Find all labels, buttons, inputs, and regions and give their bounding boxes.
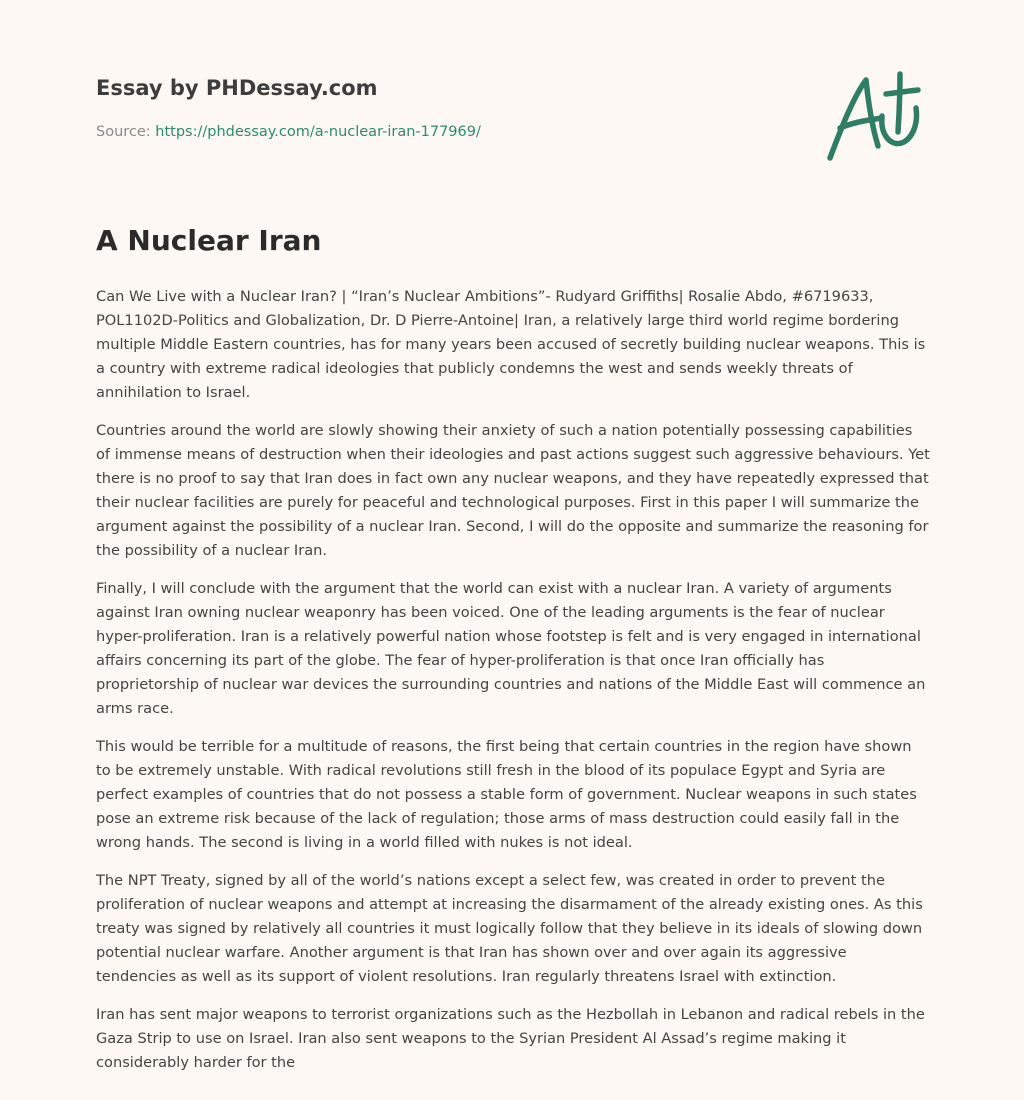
source-label: Source: bbox=[96, 124, 151, 140]
essay-paragraph: This would be terrible for a multitude of reasons, the first being that certain countries in the region have shown to be extremely unstable. With radical revolutions still fresh in the blood of its populace Egypt and Syria are perfect examples of countries that do not possess a stable form of government. Nuclear weapons in such states pose an extreme risk because of the lack of regulation; those arms of mass destruction could easily fall in the wrong hands. The second is living in a world filled with nukes is not ideal. bbox=[96, 738, 917, 851]
a-plus-logo-icon bbox=[820, 66, 930, 166]
essay-paragraph: Countries around the world are slowly showing their anxiety of such a nation potentially possessing capabilities of immense means of destruction when their ideologies and past actions suggest such aggressive behaviours. Yet there is no proof to say that Iran does in fact own any nuclear weapons, and they have repeatedly expressed that their nuclear facilities are purely for peaceful and technological purposes. First in this paper I will summarize the argument against the possibility of a nuclear Iran. Second, I will do the opposite and summarize the reasoning for the possibility of a nuclear Iran. bbox=[96, 422, 930, 559]
essay-paragraph: The NPT Treaty, signed by all of the world’s nations except a select few, was created in order to prevent the proliferation of nuclear weapons and attempt at increasing the disarmament of the already existing ones. As this treaty was signed by relatively all countries it must logically follow that they believe in its ideals of slowing down potential nuclear warfare. Another argument is that Iran has shown over and over again its aggressive tendencies as well as its support of violent resolutions. Iran regularly threatens Israel with extinction. bbox=[96, 872, 923, 985]
essay-title: A Nuclear Iran bbox=[96, 224, 322, 257]
site-brand: Essay by PHDessay.com bbox=[96, 76, 378, 100]
source-link[interactable]: https://phdessay.com/a-nuclear-iran-177969/ bbox=[155, 124, 481, 140]
source-line bbox=[96, 124, 481, 140]
essay-body bbox=[96, 285, 930, 1089]
essay-paragraph: Iran has sent major weapons to terrorist organizations such as the Hezbollah in Lebanon and radical rebels in the Gaza Strip to use on Israel. Iran also sent weapons to the Syrian President Al Assad’s regime making it considerably harder for the bbox=[96, 1006, 925, 1071]
essay-paragraph: Finally, I will conclude with the argument that the world can exist with a nuclear Iran. A variety of arguments against Iran owning nuclear weaponry has been voiced. One of the leading arguments is the fear of nuclear hyper-proliferation. Iran is a relatively powerful nation whose footstep is felt and is very engaged in international affairs concerning its part of the globe. The fear of hyper-proliferation is that once Iran officially has proprietorship of nuclear war devices the surrounding countries and nations of the Middle East will commence an arms race. bbox=[96, 580, 926, 717]
essay-paragraph: Can We Live with a Nuclear Iran? | “Iran’s Nuclear Ambitions”- Rudyard Griffiths| Rosalie Abdo, #6719633, POL1102D-Politics and Globalization, Dr. D Pierre-Antoine| Iran, a relatively large third world regime bordering multiple Middle Eastern countries, has for many years been accused of secretly building nuclear weapons. This is a country with extreme radical ideologies that publicly condemns the west and sends weekly threats of annihilation to Israel. bbox=[96, 288, 926, 401]
